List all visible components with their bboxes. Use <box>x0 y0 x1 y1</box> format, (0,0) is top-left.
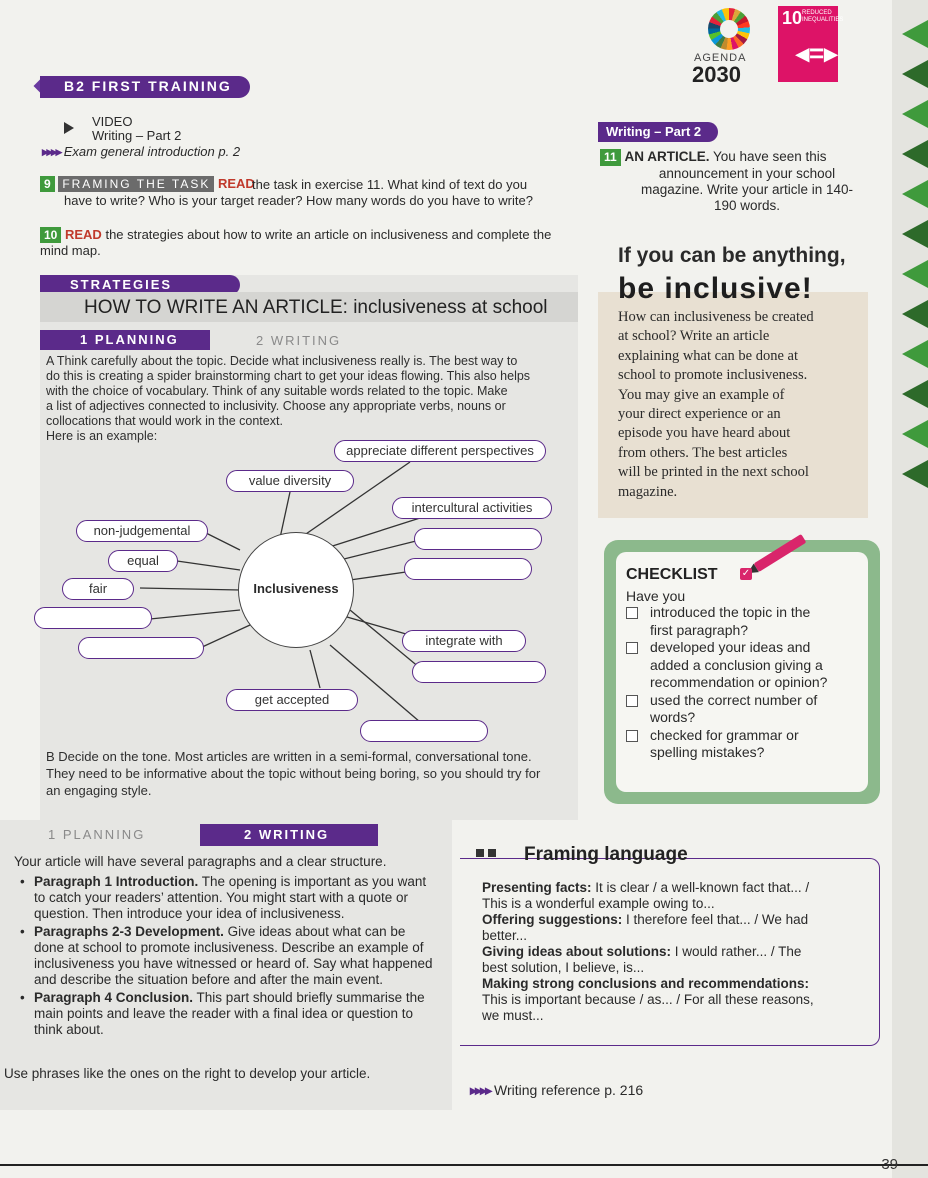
writing-part-label: Writing – Part 2 <box>606 124 702 139</box>
brief-text <box>618 308 868 502</box>
framing-squares-icon <box>476 844 500 862</box>
exercise-9-read: READ <box>217 176 255 191</box>
mind-map-empty-node[interactable] <box>78 637 204 659</box>
framing-label: Presenting facts: <box>482 880 592 895</box>
exercise-9-text-line1: the task in exercise 11. What kind of text do you <box>252 177 528 192</box>
checklist-item-line: words? <box>650 709 696 725</box>
tab-writing-label: 2 WRITING <box>256 333 342 348</box>
equality-icon: ◂=▸ <box>796 38 838 68</box>
brief-line: your direct experience or an <box>618 406 781 423</box>
arrows-icon: ▸▸▸▸ <box>470 1082 491 1098</box>
strategy-b-line: B Decide on the tone. Most articles are written in a semi-formal, conversational tone. <box>46 749 532 764</box>
strategy-a <box>46 354 576 444</box>
checklist-item-line: added a conclusion giving a <box>650 656 823 673</box>
mind-map-node: value diversity <box>226 470 354 492</box>
writing-bullet-line: inclusiveness you have witnessed or heard of. Say what happened <box>34 956 433 971</box>
tab-writing <box>256 332 341 350</box>
framing-text: better... <box>482 928 528 943</box>
page-edge-decoration <box>892 0 928 1178</box>
section-label: B2 FIRST TRAINING <box>64 78 232 94</box>
brief-line: explaining what can be done at <box>618 347 798 364</box>
mind-map-empty-node[interactable] <box>414 528 542 550</box>
exercise-10-text: the strategies about how to write an article on inclusiveness and complete the mind map. <box>40 227 552 258</box>
strategy-a-line: collocations that would work in the context. <box>46 414 283 428</box>
checkbox-ticked-icon: ✓ <box>741 568 751 579</box>
page-number: 39 <box>881 1156 898 1173</box>
writing-bullet-line: to catch your readers’ attention. You might start with a quote or <box>34 890 408 905</box>
framing-text: we must... <box>482 1008 544 1023</box>
brief-line: You may give an example of <box>618 386 785 403</box>
strategy-a-line: Here is an example: <box>46 429 158 443</box>
tab-writing-bottom-label: 2 WRITING <box>244 827 330 842</box>
writing-intro-text: Your article will have several paragraphs and a clear structure. <box>14 854 387 869</box>
mind-map-empty-node[interactable] <box>404 558 532 580</box>
brief-line: from others. The best articles <box>618 444 788 461</box>
checklist-checkbox[interactable] <box>626 730 638 742</box>
framing-text: It is clear / a well-known fact that... / <box>591 880 810 895</box>
framing-text: This is important because / as... / For all these reasons, <box>482 992 814 1007</box>
sdg-text: REDUCED INEQUALITIES <box>802 10 844 23</box>
checklist-checkbox[interactable] <box>626 695 638 707</box>
brief-line: How can inclusiveness be created <box>618 309 814 325</box>
framing-text: This is a wonderful example owing to... <box>482 896 715 911</box>
strategies-title-bar <box>40 292 578 322</box>
mind-map-center-label: Inclusiveness <box>253 581 339 596</box>
writing-bullet-line: This part should briefly summarise the <box>193 990 425 1005</box>
exercise-9-number: 9 <box>40 176 55 192</box>
checklist-items <box>626 604 862 762</box>
writing-intro <box>14 854 454 870</box>
section-header <box>40 76 250 98</box>
framing-title: Framing language <box>524 844 688 865</box>
writing-part-pill <box>598 122 718 142</box>
framing-label: Offering suggestions: <box>482 912 623 927</box>
framing-label: Making strong conclusions and recommendations: <box>482 976 810 991</box>
checklist-item <box>626 604 862 639</box>
framing-lines <box>482 880 872 1024</box>
writing-bullet-line: question. Then introduce your idea of inclusiveness. <box>34 906 345 921</box>
tab-planning-label: 1 PLANNING <box>80 332 179 347</box>
checklist-item-line: introduced the topic in the <box>650 604 811 620</box>
exercise-11-line: magazine. Write your article in 140- <box>640 182 854 197</box>
exercise-11-line: announcement in your school <box>658 166 836 181</box>
checklist-title: CHECKLIST <box>626 566 718 583</box>
agenda-label: AGENDA <box>694 52 747 64</box>
brief-line: episode you have heard about <box>618 425 791 442</box>
video-ref-text: Exam general introduction p. 2 <box>63 144 241 159</box>
video-sub: Writing – Part 2 <box>92 128 182 143</box>
checklist-item <box>626 639 862 692</box>
writing-bullet: • Paragraph 1 Introduction. The opening is important as you want to catch your readers’ attention. You might start with a quote or question. Then introduce your idea of inclusiveness. <box>18 874 458 922</box>
exercise-9-tag: FRAMING THE TASK <box>58 176 214 192</box>
exercise-10-read: READ <box>64 227 102 242</box>
exercise-10-number: 10 <box>40 227 61 243</box>
mind-map-empty-node[interactable] <box>34 607 152 629</box>
writing-bullet-line: main points and leave the reader with a final idea or question to <box>34 1006 413 1021</box>
exercise-11-line: You have seen this <box>712 149 827 164</box>
strategy-a-line: with the choice of vocabulary. Think of any suitable words related to the topic. Make <box>46 384 508 398</box>
brief-line: will be printed in the next school <box>618 464 809 481</box>
writing-bullets <box>18 874 458 1038</box>
mind-map-node: integrate with <box>402 630 526 652</box>
mind-map-node: non-judgemental <box>76 520 208 542</box>
exercise-11-body <box>622 166 872 214</box>
checklist-item <box>626 692 862 727</box>
mind-map-node: equal <box>108 550 178 572</box>
arrows-icon: ▸▸▸▸ <box>42 144 61 159</box>
tab-planning <box>40 330 210 350</box>
checklist-checkbox[interactable] <box>626 642 638 654</box>
framing-text: I therefore feel that... / We had <box>622 912 809 927</box>
writing-outro: Use phrases like the ones on the right to develop your article. <box>4 1066 371 1081</box>
exercise-11-title: AN ARTICLE. <box>624 149 710 164</box>
checklist-intro: Have you <box>626 588 686 604</box>
checklist-item-line: checked for grammar or <box>650 726 799 743</box>
writing-bullet-line: think about. <box>34 1022 104 1037</box>
mind-map-node: appreciate different perspectives <box>334 440 546 462</box>
writing-reference-text: Writing reference p. 216 <box>494 1082 644 1098</box>
exercise-10 <box>40 227 580 259</box>
strategy-b-line: an engaging style. <box>46 783 152 798</box>
strategy-a-line: a list of adjectives connected to inclusivity. Choose any appropriate verbs, nouns or <box>46 399 506 413</box>
writing-bullet-line: and describe the situation before and after the main event. <box>34 972 383 987</box>
sdg-wheel-icon <box>708 8 750 50</box>
writing-bullet: • Paragraph 4 Conclusion. This part should briefly summarise the main points and leave the reader with a final idea or question to think about. <box>18 990 458 1038</box>
strategy-b <box>46 748 586 799</box>
sdg-number: 10 <box>782 8 803 28</box>
brief-headline-2: be inclusive! <box>618 272 813 305</box>
framing-text: best solution, I believe, is... <box>482 960 645 975</box>
checklist-item-line: used the correct number of <box>650 691 818 708</box>
framing-label: Giving ideas about solutions: <box>482 944 672 959</box>
strategy-b-line: They need to be informative about the topic without being boring, so you should try for <box>46 766 541 781</box>
checklist-item-line: developed your ideas and <box>650 639 811 655</box>
strategies-title: HOW TO WRITE AN ARTICLE: inclusiveness at school <box>84 297 548 318</box>
exercise-11 <box>600 148 870 166</box>
writing-bullet-line: done at school to promote inclusiveness. Describe an example of <box>34 940 424 955</box>
writing-bullet-heading: Paragraphs 2-3 Development. <box>34 924 224 939</box>
brief-line: at school? Write an article <box>618 328 770 345</box>
strategies-label: STRATEGIES <box>70 277 173 292</box>
writing-bullet: • Paragraphs 2-3 Development. Give ideas about what can be done at school to promote inclusiveness. Describe an example of inclusiveness you have witnessed or heard of. Say what happened and describe the situation before and after the main event. <box>18 924 458 988</box>
writing-bullet-line: The opening is important as you want <box>198 874 427 889</box>
agenda-year: 2030 <box>692 62 741 87</box>
writing-bullet-line: Give ideas about what can be <box>223 924 406 939</box>
mind-map-node: fair <box>62 578 134 600</box>
brief-headline-1: If you can be anything, <box>618 244 846 267</box>
video-play-icon[interactable] <box>64 122 74 134</box>
tab-planning-bottom <box>48 826 145 844</box>
exercise-11-line: 190 words. <box>713 198 781 213</box>
checklist-item <box>626 727 862 762</box>
tab-planning-bottom-label: 1 PLANNING <box>48 827 146 842</box>
tab-writing-bottom <box>200 824 378 846</box>
mind-map-center <box>238 532 354 648</box>
mind-map-empty-node[interactable] <box>360 720 488 742</box>
checklist-item-line: first paragraph? <box>650 621 749 638</box>
exercise-9-text: have to write? Who is your target reader? How many words do you have to write? <box>64 193 533 208</box>
strategy-a-line: A Think carefully about the topic. Decide what inclusiveness really is. The best way to <box>46 354 518 368</box>
page-bottom-rule <box>0 1164 928 1166</box>
sdg-10-badge <box>778 6 844 82</box>
mind-map-empty-node[interactable] <box>412 661 546 683</box>
writing-bullet-heading: Paragraph 1 Introduction. <box>34 874 199 889</box>
brief-line: magazine. <box>618 483 678 500</box>
strategy-a-line: do this is creating a spider brainstorming chart to get your ideas flowing. This also helps <box>46 369 531 383</box>
exercise-11-number: 11 <box>600 149 621 166</box>
checklist-item-line: recommendation or opinion? <box>650 674 828 690</box>
checklist-item-line: spelling mistakes? <box>650 744 765 760</box>
video-ref <box>42 144 240 160</box>
writing-bullet-heading: Paragraph 4 Conclusion. <box>34 990 194 1005</box>
mind-map-node: get accepted <box>226 689 358 711</box>
mind-map-node: intercultural activities <box>392 497 552 519</box>
checklist-checkbox[interactable] <box>626 607 638 619</box>
writing-reference[interactable] <box>470 1082 643 1099</box>
brief-line: school to promote inclusiveness. <box>618 367 808 384</box>
video-label[interactable]: VIDEO <box>92 114 133 129</box>
framing-text: I would rather... / The <box>671 944 802 959</box>
